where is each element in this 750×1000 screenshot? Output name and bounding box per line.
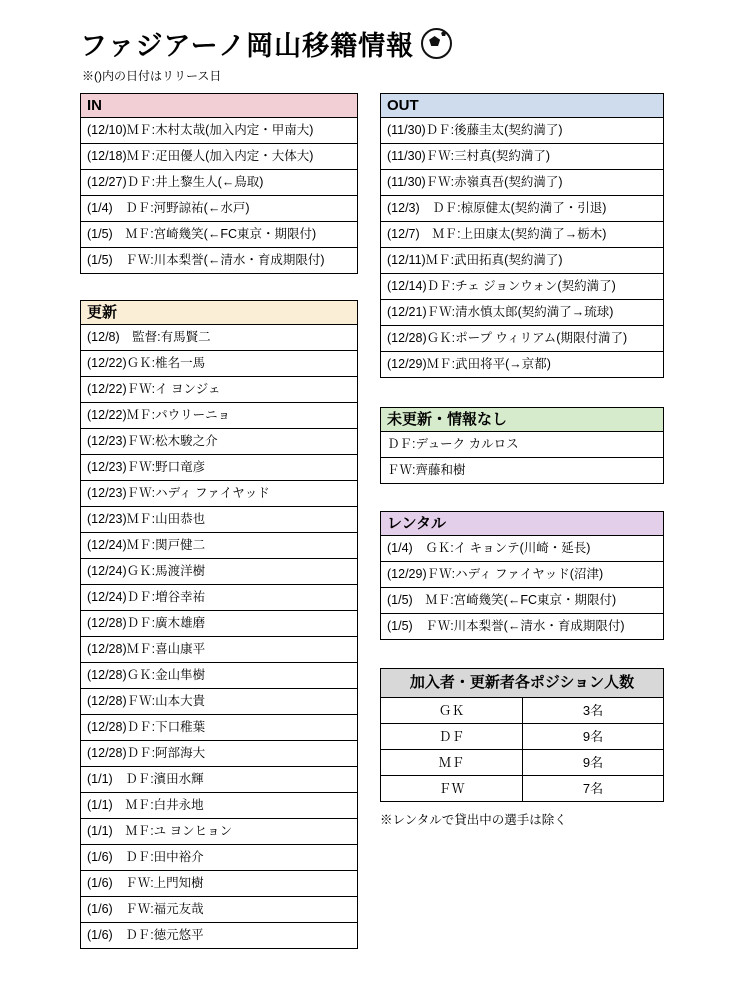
list-item: (1/6) ＦＷ:上門知樹 [80, 871, 358, 897]
list-item: (1/4) ＧＫ:イ キョンテ(川崎・延長) [380, 536, 664, 562]
list-item: (12/23)ＦＷ:野口竜彦 [80, 455, 358, 481]
list-item: (12/10)ＭＦ:木村太哉(加入内定・甲南大) [80, 118, 358, 144]
section-rental-rows [380, 536, 664, 640]
list-item: (12/23)ＦＷ:松木駿之介 [80, 429, 358, 455]
list-item: (12/3) ＤＦ:椋原健太(契約満了・引退) [380, 196, 664, 222]
table-row [380, 724, 664, 750]
list-item: (12/7) ＭＦ:上田康太(契約満了→栃木) [380, 222, 664, 248]
list-item: ＤＦ:デューク カルロス [380, 432, 664, 458]
list-item: (12/29)ＭＦ:武田将平(→京都) [380, 352, 664, 378]
list-item: (12/22)ＭＦ:パウリーニョ [80, 403, 358, 429]
list-item: (1/6) ＤＦ:徳元悠平 [80, 923, 358, 949]
list-item: (12/28)ＤＦ:廣木雄磨 [80, 611, 358, 637]
list-item: (12/28)ＧＫ:ポープ ウィリアム(期限付満了) [380, 326, 664, 352]
table-row [380, 750, 664, 776]
list-item: (12/18)ＭＦ:疋田優人(加入内定・大体大) [80, 144, 358, 170]
list-item: (1/4) ＤＦ:河野諒祐(←水戸) [80, 196, 358, 222]
section-update-header: 更新 [80, 300, 358, 325]
position-label: ＭＦ [380, 750, 522, 776]
list-item: (12/24)ＭＦ:関戸健二 [80, 533, 358, 559]
position-count-table [380, 668, 664, 802]
position-count: 9名 [522, 750, 664, 776]
list-item: (1/1) ＤＦ:濱田水輝 [80, 767, 358, 793]
list-item: (12/22)ＦＷ:イ ヨンジェ [80, 377, 358, 403]
section-in-rows [80, 118, 358, 274]
list-item: (11/30)ＤＦ:後藤圭太(契約満了) [380, 118, 664, 144]
position-count-header: 加入者・更新者各ポジション人数 [380, 668, 664, 698]
section-none-header: 未更新・情報なし [380, 407, 664, 432]
position-count-rows [380, 698, 664, 802]
section-in-header: IN [80, 93, 358, 118]
table-row [380, 698, 664, 724]
section-none [380, 407, 664, 484]
position-label: ＤＦ [380, 724, 522, 750]
position-count: 3名 [522, 698, 664, 724]
list-item: (12/28)ＤＦ:下口稚葉 [80, 715, 358, 741]
list-item: (1/6) ＦＷ:福元友哉 [80, 897, 358, 923]
section-in [80, 93, 358, 274]
list-item: (12/27)ＤＦ:井上黎生人(←鳥取) [80, 170, 358, 196]
list-item: (12/23)ＦＷ:ハディ ファイヤッド [80, 481, 358, 507]
list-item: (12/28)ＦＷ:山本大貴 [80, 689, 358, 715]
position-count-note: ※レンタルで貸出中の選手は除く [380, 813, 567, 827]
list-item: (1/1) ＭＦ:白井永地 [80, 793, 358, 819]
list-item: (1/5) ＭＦ:宮崎幾笑(←FC東京・期限付) [380, 588, 664, 614]
subtitle-note: ※()内の日付はリリース日 [82, 69, 222, 83]
list-item: (12/21)ＦＷ:清水慎太郎(契約満了→琉球) [380, 300, 664, 326]
position-count: 7名 [522, 776, 664, 802]
table-row [380, 776, 664, 802]
section-update [80, 300, 358, 949]
section-update-rows [80, 325, 358, 949]
section-out-rows [380, 118, 664, 378]
position-label: ＦＷ [380, 776, 522, 802]
list-item: (12/14)ＤＦ:チェ ジョンウォン(契約満了) [380, 274, 664, 300]
position-count: 9名 [522, 724, 664, 750]
list-item: (12/29)ＦＷ:ハディ ファイヤッド(沼津) [380, 562, 664, 588]
section-rental [380, 511, 664, 640]
list-item: (11/30)ＦＷ:三村真(契約満了) [380, 144, 664, 170]
section-rental-header: レンタル [380, 511, 664, 536]
list-item: (1/5) ＦＷ:川本梨誉(←清水・育成期限付) [80, 248, 358, 274]
list-item: (12/28)ＤＦ:阿部海大 [80, 741, 358, 767]
list-item: (1/1) ＭＦ:ユ ヨンヒョン [80, 819, 358, 845]
list-item: (12/11)ＭＦ:武田拓真(契約満了) [380, 248, 664, 274]
position-label: ＧＫ [380, 698, 522, 724]
page-title [80, 24, 452, 63]
list-item: (12/22)ＧＫ:椎名一馬 [80, 351, 358, 377]
list-item: (1/5) ＦＷ:川本梨誉(←清水・育成期限付) [380, 614, 664, 640]
list-item: (1/6) ＤＦ:田中裕介 [80, 845, 358, 871]
list-item: (12/24)ＧＫ:馬渡洋樹 [80, 559, 358, 585]
list-item: (11/30)ＦＷ:赤嶺真吾(契約満了) [380, 170, 664, 196]
list-item: ＦＷ:齊藤和樹 [380, 458, 664, 484]
section-none-rows [380, 432, 664, 484]
soccer-ball-icon [421, 28, 452, 59]
list-item: (12/23)ＭＦ:山田恭也 [80, 507, 358, 533]
list-item: (1/5) ＭＦ:宮崎幾笑(←FC東京・期限付) [80, 222, 358, 248]
page-title-text: ファジアーノ岡山移籍情報 [80, 31, 415, 61]
list-item: (12/28)ＭＦ:喜山康平 [80, 637, 358, 663]
section-out-header: OUT [380, 93, 664, 118]
list-item: (12/8) 監督:有馬賢二 [80, 325, 358, 351]
section-out [380, 93, 664, 378]
list-item: (12/24)ＤＦ:増谷幸祐 [80, 585, 358, 611]
list-item: (12/28)ＧＫ:金山隼樹 [80, 663, 358, 689]
